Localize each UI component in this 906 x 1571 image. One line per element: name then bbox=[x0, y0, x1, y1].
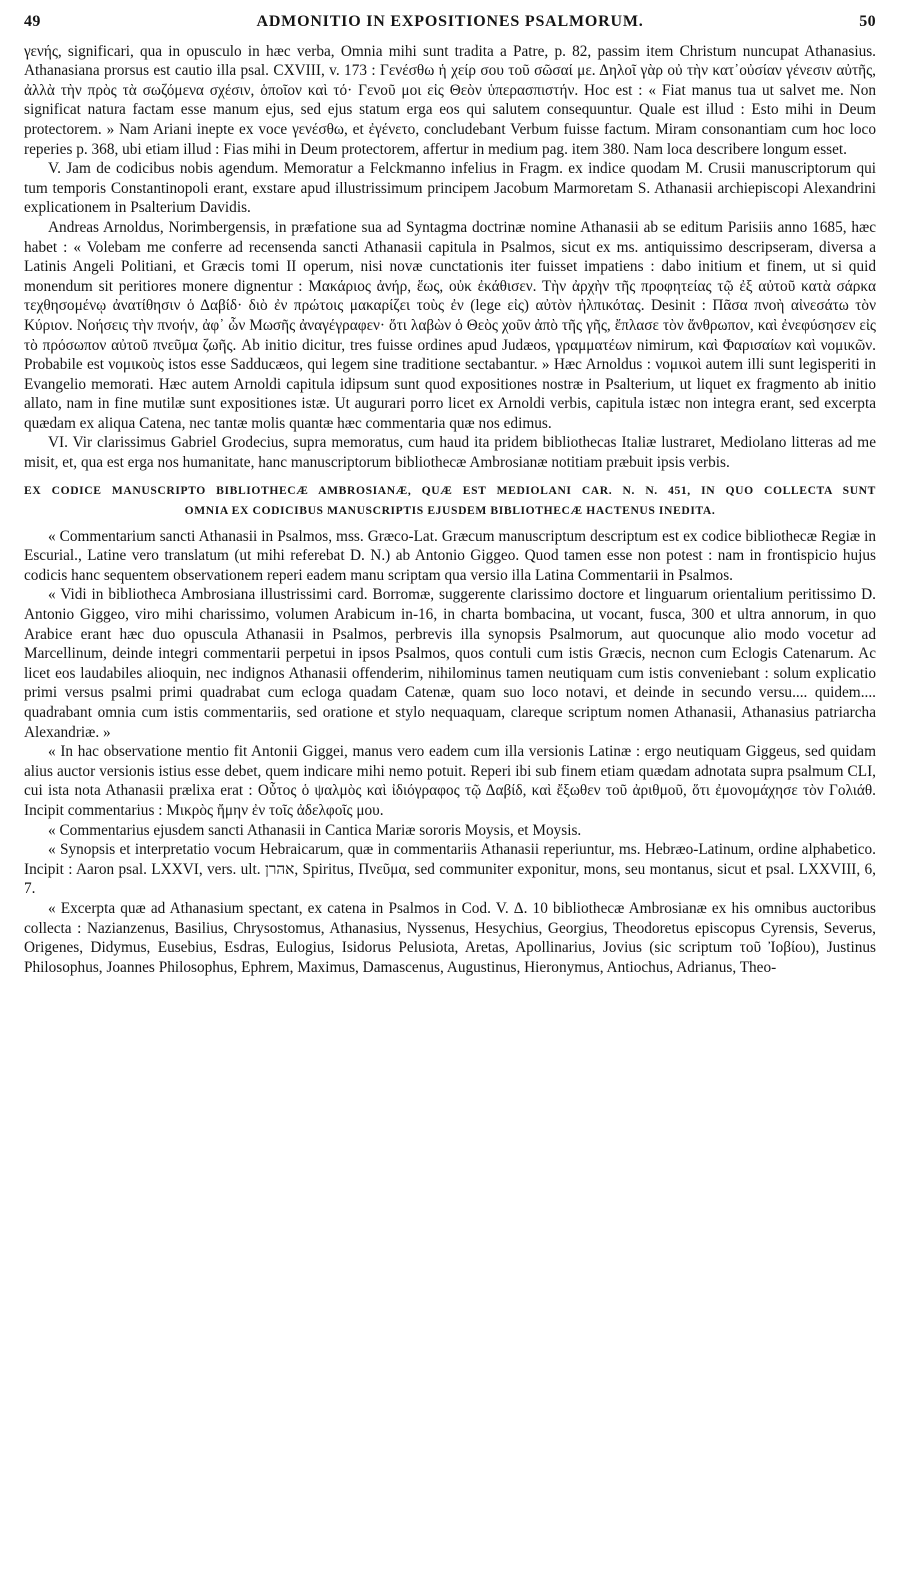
paragraph-section-v: V. Jam de codicibus nobis agendum. Memoratur a Felckmanno infelius in Fragm. ex indice quodam M. Crusii manuscriptorum qui tum temporis Constantinopoli erant, exstare apud illustrissimum principem Jacobum Marmoretam S. Athanasii archiepiscopi Alexandrini explicationem in Psalterium Davidis. bbox=[24, 160, 876, 217]
paragraph-cautio: γενής, significari, qua in opusculo in hæc verba, Omnia mihi sunt tradita a Patre, p. 82, passim item Christum nuncupat Athanasius. Athanasiana prorsus est cautio illa psal. CXVIII, v. 173 : Γενέσθω ἡ χείρ σου τοῦ σῶσαί με. Δηλοῖ γὰρ οὐ τὴν κατ᾿οὐσίαν γένεσιν αὐτῆς, ἀλλὰ τὴν πρὸς τὰ σωζόμενα σχέσιν, ὁποῖον καὶ τό· Γενοῦ μοι εἰς Θεὸν ὑπερασπιστήν. Hoc est : « Fiat manus tua ut salvet me. Non significat natura factam esse manum ejus, sed ejus statum erga eos qui salutem consequuntur. Quale est illud : Esto mihi in Deum protectorem. » Nam Ariani inepte ex voce γενέσθω, et ἐγένετο, concludebant Verbum fuisse factum. Miram consonantiam cum hoc loco reperies p. 368, ubi etiam illud : Fias mihi in Deum protectorem, affertur in medium pag. item 380. Nam loca describere longum esset. bbox=[24, 42, 876, 158]
codex-paragraph-excerpta: « Excerpta quæ ad Athanasium spectant, ex catena in Psalmos in Cod. V. Δ. 10 bibliothecæ Ambrosianæ ex his omnibus auctoribus collecta : Nazianzenus, Basilius, Chrysostomus, Athanasius, Nyssenus, Hesychius, Georgius, Theodoretus episcopus Cyrensis, Severus, Origenes, Didymus, Eusebius, Esdras, Eulogius, Isidorus Pelusiota, Aretas, Apollinarius, Jovius (sic scriptum τοῦ Ἰοβίου), Justinus Philosophus, Joannes Philosophus, Ephrem, Maximus, Damascenus, Augustinus, Hieronymus, Antiochus, Adrianus, Theo- bbox=[24, 899, 876, 976]
paragraph-arnoldus: Andreas Arnoldus, Norimbergensis, in præfatione sua ad Syntagma doctrinæ nomine Athanasii ab se editum Parisiis anno 1685, hæc habet : « Volebam me conferre ad recensenda sancti Athanasii capitula in Psalmos, sicut ex ms. antiquissimo descripseram, diversa a Latinis Angeli Politiani, et Græcis tomi II operum, nisi novæ cunctationis iter fuisset impatiens : dabo initium et finem, ut si quid monendum sit peritiores monere dignentur : Μακάριος ἀνήρ, ἕως, οὐκ ἐκάθισεν. Τὴν ἀρχὴν τῆς προφητείας τῷ ἐξ αὐτοῦ κατὰ σάρκα τεχθησομένῳ ἀνατίθησιν ὁ Δαβίδ· διὸ ἐν πρώτοις μακαρίζει τοὺς ἐν (lege εἰς) αὐτὸν ἠλπικότας. Desinit : Πᾶσα πνοὴ αἰνεσάτω τὸν Κύριον. Νοήσεις τὴν πνοήν, ἀφ᾿ ὧν Μωσῆς ἀναγέγραφεν· ὅτι λαβὼν ὁ Θεὸς χοῦν ἀπὸ τῆς γῆς, ἔπλασε τὸν ἄνθρωπον, καὶ ἐνεφύσησεν εἰς τὸ πρόσωπον αὐτοῦ πνεῦμα ζωῆς. Ab initio dicitur, tres fuisse ordines apud Judæos, γραμματέων nimirum, καὶ Φαρισαίων καὶ νομικῶν. Probabile est νομικοὺς istos esse Sadducæos, qui legem sine traditione sectabantur. » Hæc Arnoldus : νομικοὶ autem illi sunt legisperiti in Evangelio memorati. Hæc autem Arnoldi capitula idipsum sunt quod expositiones nostræ in Psalterium, ut liquet ex fragmento ab initio allato, nam in fine mutilæ sunt expositiones istæ. Ut augurari porro licet ex Arnoldi verbis, capitula istæc non integra erant, sed excerpta quædam ex aliqua Catena, nec tantæ molis quantæ hæc commentaria quæ nos edimus. bbox=[24, 218, 876, 432]
codex-paragraph-vidi: « Vidi in bibliotheca Ambrosiana illustrissimi card. Borromæ, suggerente clarissimo doctore et linguarum orientalium peritissimo D. Antonio Giggeo, viro mihi charissimo, volumen Arabicum in-16, in charta bombacina, ut vocant, fusca, 300 et ultra annorum, in quo Arabice erant hæc duo opuscula Athanasii in Psalmos, perbrevis illa synopsis Psalmorum, aut quocunque alio modo vocetur ad Marcellinum, deinde integri commentarii perpetui in ipsos Psalmos, quos contuli cum istis Græcis, necnon cum Eclogis Catenarum. Ac licet eos laudabiles alioquin, nec indignos Athanasii offenderim, nihilominus tamen neutiquam cum istis conveniebant : solum explicatio primi versus psalmi primi quadrabat cum ecloga quadam Catenæ, quam suo loco notavi, et deinde in secundo versu.... quidem.... quadrabant omnia cum istis commentariis, sed oratione et stylo nequaquam, clareque scriptum nomen Athanasii, Athanasius patriarcha Alexandriæ. » bbox=[24, 586, 876, 741]
running-header bbox=[24, 12, 876, 32]
section-heading-line-1: EX CODICE MANUSCRIPTO BIBLIOTHECÆ AMBROSIANÆ, QUÆ EST MEDIOLANI CAR. N. N. 451, IN QUO COLLECTA SUNT bbox=[24, 483, 876, 497]
codex-paragraph-cantica: « Commentarius ejusdem sancti Athanasii in Cantica Mariæ sororis Moysis, et Moysis. bbox=[48, 821, 582, 839]
paragraph-section-vi: VI. Vir clarissimus Gabriel Grodecius, supra memoratus, cum haud ita pridem bibliothecas Italiæ lustraret, Mediolano litteras ad me misit, et, qua est erga nos humanitate, hanc manuscriptorum bibliothecæ Ambrosianæ notitiam præbuit ipsis verbis. bbox=[24, 434, 876, 472]
running-title: ADMONITIO IN EXPOSITIONES PSALMORUM. bbox=[256, 13, 644, 30]
right-page-number: 50 bbox=[859, 13, 876, 30]
codex-paragraph-observatione: « In hac observatione mentio fit Antonii Giggei, manus vero eadem cum illa versionis Latinæ : ergo neutiquam Giggeus, sed quidam alius auctor versionis istius esse debet, quem indicare mihi nemo potuit. Reperi ibi sub finem etiam quædam adnotata supra psalmum CLI, cui ista nota Athanasii prælixa erat : Οὗτος ὁ ψαλμὸς καὶ ἰδιόγραφος τῷ Δαβίδ, καὶ ἔξωθεν τοῦ ἀριθμοῦ, ὅτι ἐμονομάχησε τὸν Γολιάθ. Incipit commentarius : Μικρὸς ἤμην ἐν τοῖς ἀδελφοῖς μου. bbox=[24, 743, 876, 819]
section-heading bbox=[24, 481, 876, 521]
section-heading-line-2: OMNIA EX CODICIBUS MANUSCRIPTIS EJUSDEM BIBLIOTHECÆ HACTENUS INEDITA. bbox=[184, 503, 716, 517]
left-page-number: 49 bbox=[24, 13, 41, 30]
codex-paragraph-commentarium: « Commentarium sancti Athanasii in Psalmos, mss. Græco-Lat. Græcum manuscriptum descriptum est ex codice bibliothecæ Regiæ in Escurial., Latine vero translatum (ut mihi referebat D. N.) ab Antonio Giggeo. Quod tamen esse non potest : nam in frontispicio hujus codicis hanc sequentem observationem reperi eadem manu scriptam qua versio illa Latina Commentarii in Psalmos. bbox=[24, 527, 876, 584]
codex-paragraph-synopsis: « Synopsis et interpretatio vocum Hebraicarum, quæ in commentariis Athanasii reperiuntur, ms. Hebræo-Latinum, ordine alphabetico. Incipit : Aaron psal. LXXVI, vers. ult. אהרן, Spiritus, Πνεῦμα, sed communiter exponitur, mons, seu montanus, sicut et psal. LXXVIII, 6, 7. bbox=[24, 841, 876, 898]
